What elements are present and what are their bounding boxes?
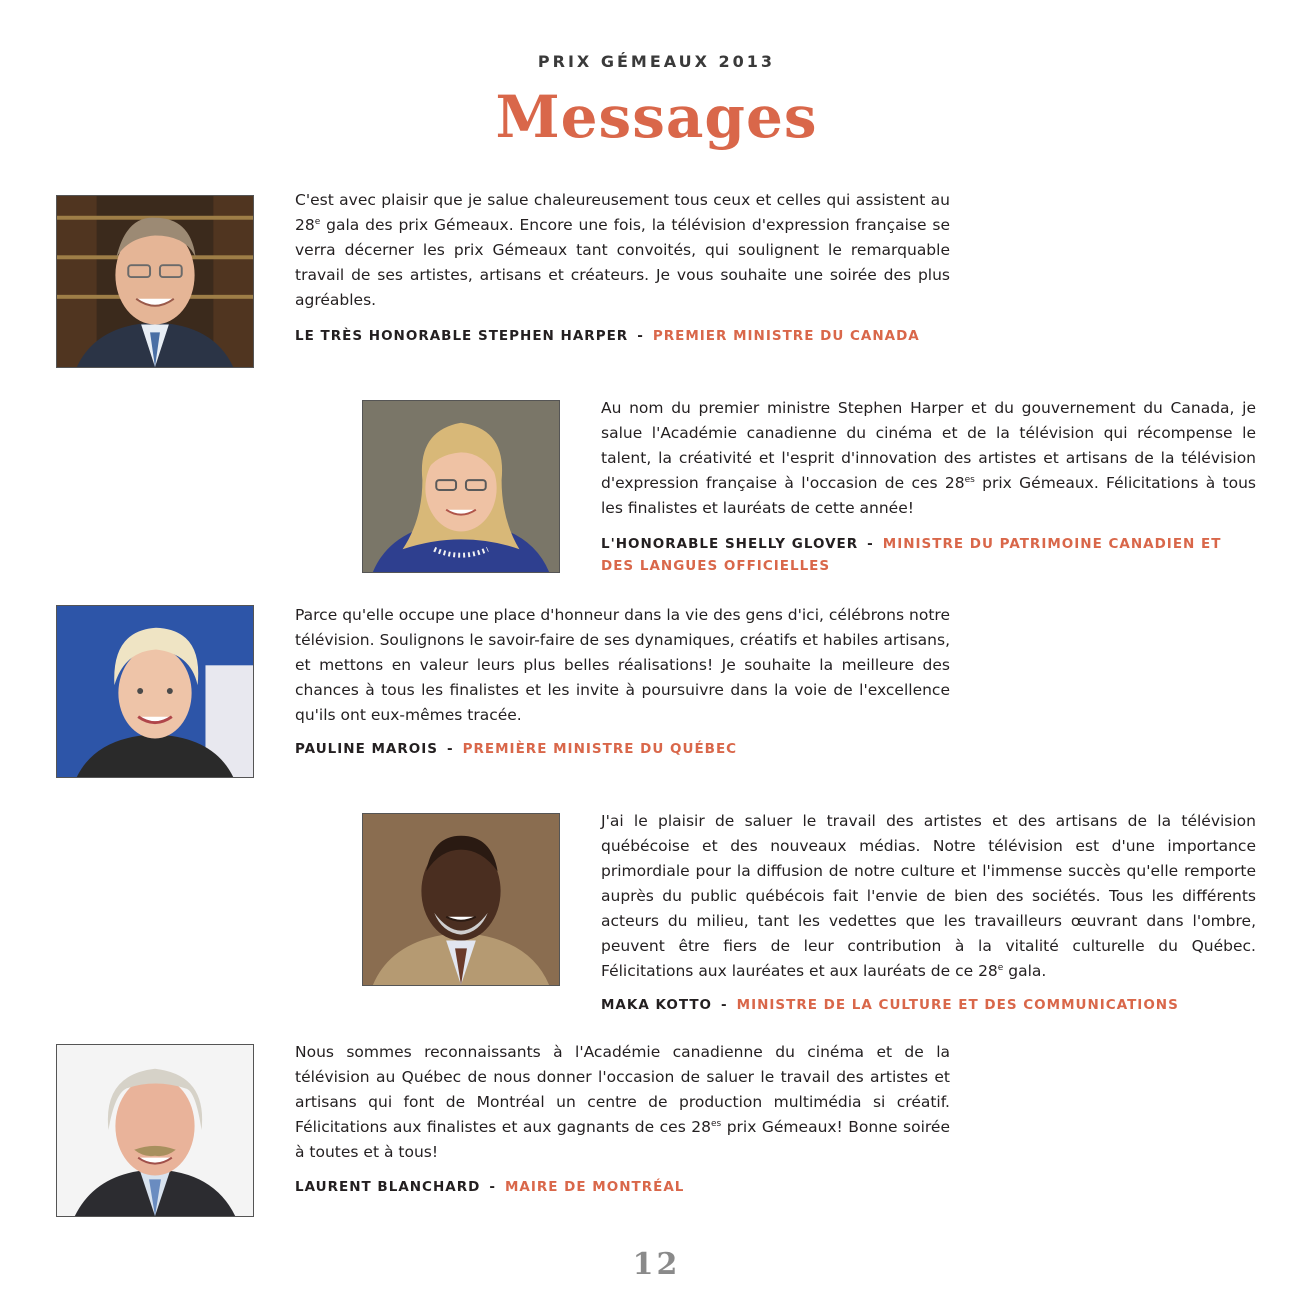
signature-title: PREMIÈRE MINISTRE DU QUÉBEC — [462, 741, 738, 757]
message-text: J'ai le plaisir de saluer le travail des artistes et des artisans de la télévision québécoise et des nouveaux médias. Notre télévision est d'une importance primordiale pour la diffusion de notre culture et l'immense succès qu'elle remporte auprès du public québécois fait l'envie de bien des sociétés. Tous les différents acteurs du milieu, tant les vedettes que les travailleurs œuvrant dans l'ombre, peuvent être fiers de leur contribution à la vitalité culturelle du Québec. Félicitations aux lauréates et aux lauréats de ce 28e gala. — [601, 812, 1256, 980]
signature-separator: - — [637, 328, 644, 344]
portrait-photo — [56, 195, 254, 368]
message-text: Au nom du premier ministre Stephen Harper et du gouvernement du Canada, je salue l'Académie canadienne du cinéma et de la télévision qui récompense le talent, la créativité et l'esprit d'innovation des artistes et artisans de la télévision d'expression française à l'occasion de ces $28^{es}$ prix Gémeaux. Félicitations à tous les finalistes et lauréats de cette année! — [601, 399, 1257, 517]
portrait-photo — [56, 605, 254, 778]
signature-title: MINISTRE DU PATRIMOINE CANADIEN ET DES LANGUES OFFICIELLES — [601, 536, 1222, 574]
signature-separator: - — [721, 997, 728, 1013]
header-kicker: PRIX GÉMEAUX 2013 — [537, 52, 776, 71]
message-signature — [295, 738, 995, 760]
signature-name: L'HONORABLE SHELLY GLOVER — [601, 536, 859, 552]
signature-name: MAKA KOTTO — [601, 997, 713, 1013]
signature-name: PAULINE MAROIS — [295, 741, 438, 757]
message-signature — [295, 1176, 995, 1198]
message-signature — [601, 994, 1281, 1016]
signature-name: LE TRÈS HONORABLE STEPHEN HARPER — [295, 328, 629, 344]
page-number: 12 — [632, 1247, 681, 1282]
portrait-photo — [56, 1044, 254, 1217]
message-signature — [295, 325, 995, 347]
message-text: Parce qu'elle occupe une place d'honneur dans la vie des gens d'ici, célébrons notre télévision. Soulignons le savoir-faire de ses dynamiques, créatifs et habiles artisans, et mettons en valeur leurs plus belles réalisations! Je souhaite la meilleure des chances à tous les finalistes et les invite à poursuivre dans la voie de l'excellence qu'ils ont eux-mêmes tracée. — [295, 606, 950, 724]
portrait-photo — [362, 813, 560, 986]
portrait-photo — [362, 400, 560, 573]
signature-name: LAURENT BLANCHARD — [295, 1179, 481, 1195]
message-text: Nous sommes reconnaissants à l'Académie canadienne du cinéma et de la télévision au Québec de nous donner l'occasion de saluer le travail des artistes et artisans qui font de Montréal un centre de production multimédia si créatif. Félicitations aux finalistes et aux gagnants de ces $28^{es}$ prix Gémeaux! Bonne soirée à toutes et à tous! — [295, 1043, 951, 1161]
signature-separator: - — [489, 1179, 496, 1195]
message-text: C'est avec plaisir que je salue chaleureusement tous ceux et celles qui assistent au 28e gala des prix Gémeaux. Encore une fois, la télévision d'expression française se verra décerner les prix Gémeaux tant convoités, qui soulignent le remarquable travail de ses artistes, artisans et créateurs. Je vous souhaite une soirée des plus agréables. — [295, 191, 950, 309]
signature-title: PREMIER MINISTRE DU CANADA — [652, 328, 920, 344]
signature-title: MAIRE DE MONTRÉAL — [504, 1179, 685, 1195]
signature-separator: - — [447, 741, 454, 757]
signature-separator: - — [867, 536, 874, 552]
page-title: Messages — [495, 83, 818, 151]
message-signature — [601, 533, 1241, 577]
signature-title: MINISTRE DE LA CULTURE ET DES COMMUNICATIONS — [736, 997, 1179, 1013]
